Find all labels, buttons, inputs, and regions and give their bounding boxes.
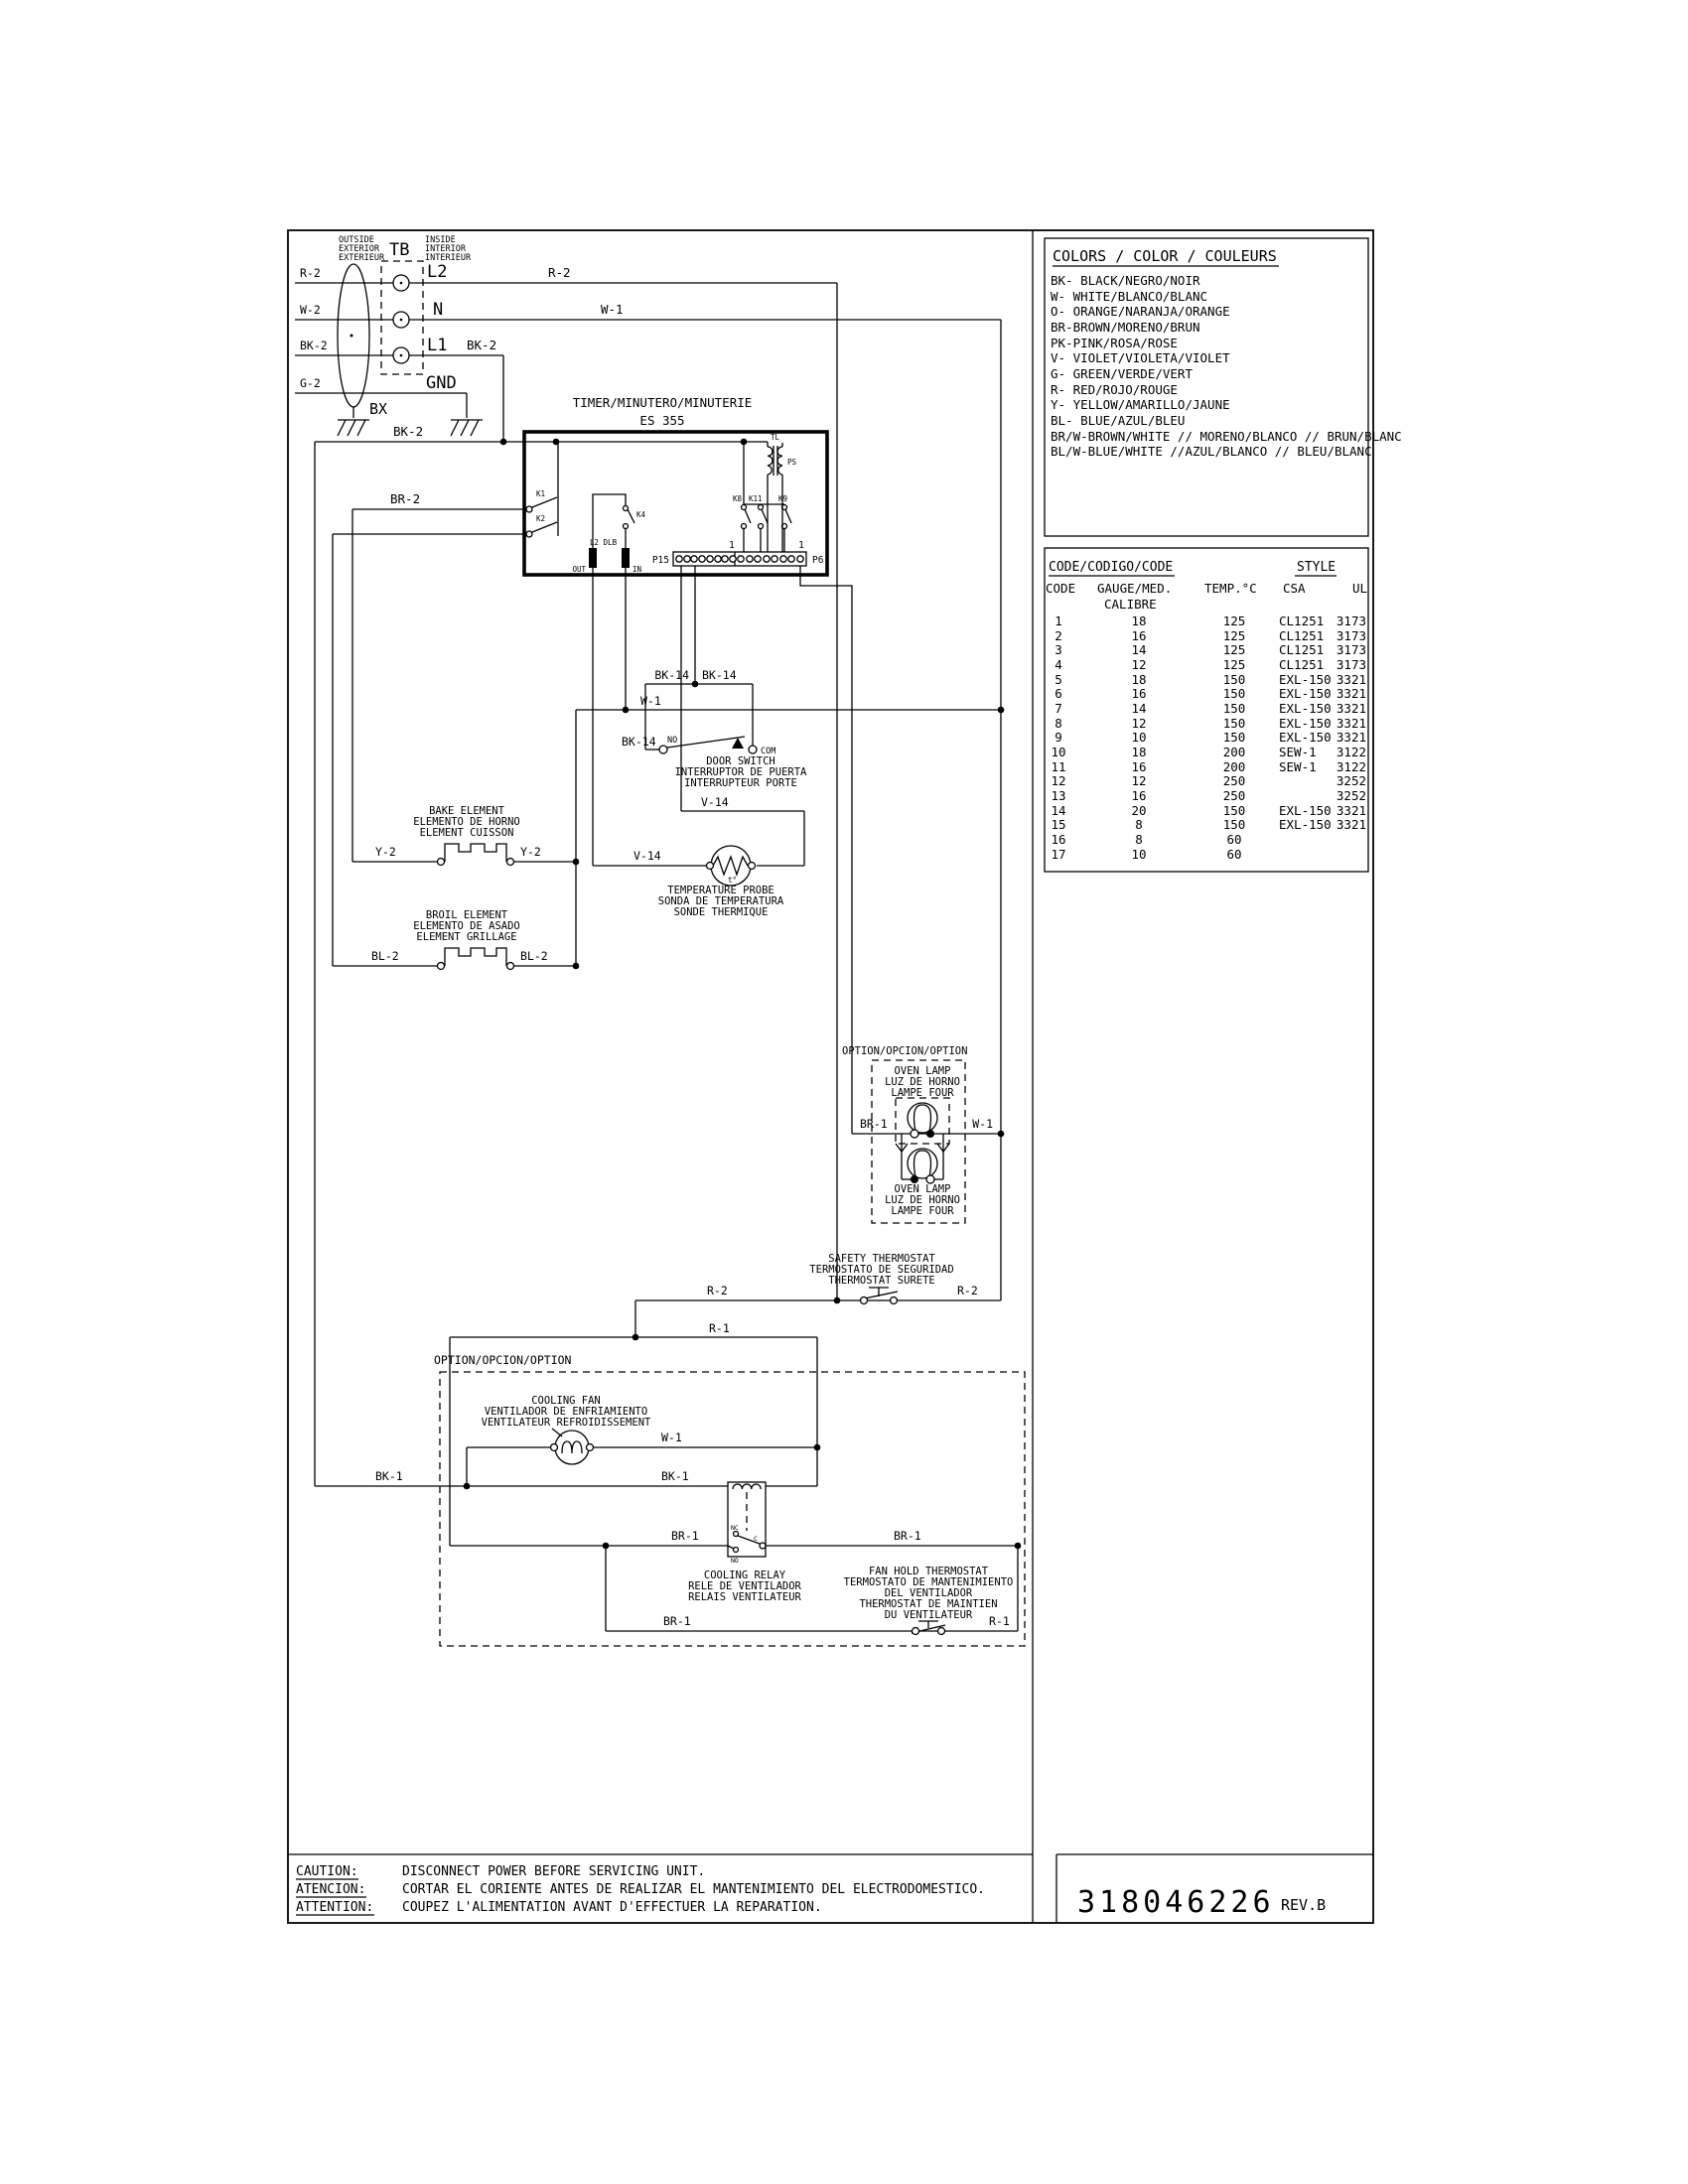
color-item: BR/W-BROWN/WHITE // MORENO/BLANCO // BRUN/BLANC (1051, 429, 1402, 444)
cell: CL1251 (1279, 628, 1325, 643)
cell: 150 (1222, 730, 1246, 745)
temp-probe-label: TEMPERATURE PROBE (667, 885, 774, 896)
style-heading: STYLE (1297, 560, 1336, 575)
col-header-csa: CSA (1283, 581, 1306, 596)
oven-lamp-label: LAMPE FOUR (891, 1205, 954, 1217)
cell: 14 (1131, 701, 1147, 716)
cell: 3173 (1336, 657, 1366, 672)
cell: 125 (1222, 642, 1246, 657)
cell: 9 (1055, 730, 1062, 745)
color-item: BR-BROWN/MORENO/BRUN (1051, 320, 1200, 335)
cell: 3321 (1336, 730, 1366, 745)
bx-label: BX (369, 400, 388, 418)
k1-label: K1 (536, 489, 546, 498)
safety-thermostat-label: SAFETY THERMOSTAT (828, 1253, 935, 1265)
temp-probe-label: SONDA DE TEMPERATURA (657, 895, 784, 907)
relay-k1 (352, 489, 557, 512)
wire-label-bk14: BK-14 (654, 668, 689, 682)
cell: EXL-150 (1279, 803, 1332, 818)
wire-label-bk1: BK-1 (375, 1469, 403, 1483)
color-item: BL/W-BLUE/WHITE //AZUL/BLANCO // BLEU/BLANC (1051, 444, 1372, 459)
broil-element-label: ELEMENT GRILLAGE (416, 931, 517, 943)
tb-inside-label: INSIDE (425, 235, 456, 245)
wire-label-y2: Y-2 (520, 845, 541, 859)
col-header-code: CODE (1046, 581, 1076, 596)
attention-label: ATTENTION: (296, 1900, 374, 1915)
title-block (1077, 1885, 1326, 1920)
terminal-n (393, 312, 409, 328)
cell: 250 (1222, 788, 1246, 803)
cell: CL1251 (1279, 614, 1325, 628)
cell: 13 (1051, 788, 1066, 803)
broil-element (333, 534, 579, 970)
switch-hinge-icon (732, 738, 744, 749)
atencion-label: ATENCION: (296, 1882, 366, 1897)
timer-model: ES 355 (639, 413, 685, 428)
color-item: Y- YELLOW/AMARILLO/JAUNE (1051, 397, 1230, 412)
wire-label-br2: BR-2 (390, 491, 421, 506)
door-switch-label: INTERRUPTOR DE PUERTA (674, 766, 807, 778)
fuse-out (589, 548, 597, 568)
wire-label-r2: R-2 (548, 265, 571, 280)
caution-label: CAUTION: (296, 1864, 358, 1879)
cell: 3122 (1336, 759, 1366, 774)
bake-element-label: ELEMENTO DE HORNO (413, 816, 520, 828)
l1-label: L1 (427, 336, 448, 355)
out-label: OUT (572, 565, 586, 574)
color-item: W- WHITE/BLANCO/BLANC (1051, 289, 1208, 304)
wire-label-r2: R-2 (707, 1284, 728, 1297)
cell: 15 (1051, 817, 1066, 832)
cooling-fan-label: VENTILADOR DE ENFRIAMIENTO (484, 1406, 648, 1418)
cooling-relay-label: RELAIS VENTILATEUR (688, 1591, 801, 1603)
cell: 3122 (1336, 745, 1366, 759)
safety-thermostat-label: THERMOSTAT SURETE (828, 1275, 935, 1287)
cell: 3173 (1336, 628, 1366, 643)
coil-icon (733, 1484, 761, 1489)
cell: 3173 (1336, 614, 1366, 628)
wire-label-v14: V-14 (633, 849, 661, 863)
wire-label-bk14: BK-14 (622, 735, 656, 749)
cell: 14 (1051, 803, 1066, 818)
cell: 11 (1051, 759, 1066, 774)
door-switch-label: DOOR SWITCH (706, 755, 775, 767)
k2-label: K2 (536, 514, 546, 523)
cell: SEW-1 (1279, 759, 1317, 774)
conduit-ellipse (338, 264, 369, 407)
wire-label-br1: BR-1 (671, 1529, 699, 1543)
cell: 7 (1055, 701, 1062, 716)
cell: 150 (1222, 817, 1246, 832)
color-item: R- RED/ROJO/ROUGE (1051, 382, 1178, 397)
cell: 1 (1055, 614, 1062, 628)
fan-hold-thermostat-label: FAN HOLD THERMOSTAT (868, 1566, 989, 1577)
atencion-text: CORTAR EL CORIENTE ANTES DE REALIZAR EL MANTENIMIENTO DEL ELECTRODOMESTICO. (402, 1882, 985, 1897)
oven-lamp-label: LUZ DE HORNO (885, 1194, 960, 1206)
tb-inside-label: INTERIOR (425, 244, 466, 254)
drawing-frame (288, 230, 1373, 1923)
cell: 150 (1222, 672, 1246, 687)
wire-label-w1: W-1 (972, 1117, 993, 1131)
oven-lamp-label: LUZ DE HORNO (885, 1076, 960, 1088)
fan-hold-thermostat-label: DEL VENTILADOR (884, 1587, 973, 1599)
caution-text: DISCONNECT POWER BEFORE SERVICING UNIT. (402, 1864, 706, 1879)
pin1-label: 1 (729, 540, 735, 551)
col-header-calibre: CALIBRE (1104, 597, 1157, 612)
cell: EXL-150 (1279, 730, 1332, 745)
cell: CL1251 (1279, 657, 1325, 672)
cell: 16 (1131, 788, 1147, 803)
cell: 16 (1131, 686, 1147, 701)
cell: 8 (1055, 716, 1062, 731)
k8-label: K8 (732, 494, 742, 503)
wire-label-r1: R-1 (709, 1321, 730, 1335)
relay-k9 (778, 494, 791, 552)
cell: 150 (1222, 716, 1246, 731)
cell: 3173 (1336, 642, 1366, 657)
cell: 3321 (1336, 716, 1366, 731)
cell: 5 (1055, 672, 1062, 687)
cell: 125 (1222, 628, 1246, 643)
ground-icon (451, 420, 483, 436)
ps-label: PS (787, 458, 797, 467)
thermostat-icon (860, 1288, 898, 1304)
wire-label-br1: BR-1 (860, 1117, 888, 1131)
lamp-icon (908, 1149, 937, 1183)
gnd-label: GND (426, 373, 457, 393)
cell: 125 (1222, 614, 1246, 628)
col-header-ul: UL (1352, 581, 1368, 596)
cell: 60 (1226, 832, 1242, 847)
cooling-option (315, 1353, 1025, 1646)
col-header-temp: TEMP.°C (1204, 581, 1257, 596)
fan-hold-thermostat-label: THERMOSTAT DE MAINTIEN (859, 1598, 998, 1610)
wire-label-r2: R-2 (300, 266, 321, 280)
cell: 12 (1051, 773, 1066, 788)
part-number: 318046226 (1077, 1885, 1275, 1920)
cell: 200 (1222, 759, 1246, 774)
wire-label-w1: W-1 (640, 694, 661, 708)
thermostat-icon (912, 1621, 945, 1635)
cell: 3321 (1336, 817, 1366, 832)
wire-label-bk2: BK-2 (393, 424, 424, 439)
color-item: G- GREEN/VERDE/VERT (1051, 366, 1193, 381)
revision: REV.B (1281, 1896, 1327, 1914)
bake-element-label: ELEMENT CUISSON (419, 827, 514, 839)
color-item: PK-PINK/ROSA/ROSE (1051, 336, 1178, 350)
bake-element (352, 509, 579, 866)
wire-label-g2: G-2 (300, 376, 321, 390)
oven-lamps (842, 1045, 1004, 1223)
oven-lamp-label: OVEN LAMP (894, 1183, 951, 1195)
col-header-gauge: GAUGE/MED. (1097, 581, 1173, 596)
cell: 8 (1135, 817, 1143, 832)
nc-label: NC (731, 1524, 739, 1532)
k11-label: K11 (749, 494, 763, 503)
broil-element-label: BROIL ELEMENT (425, 909, 508, 921)
motor-icon (551, 1431, 594, 1464)
cooling-relay (688, 1482, 817, 1603)
cell: 10 (1131, 847, 1147, 862)
cell: 12 (1131, 657, 1147, 672)
cell: EXL-150 (1279, 686, 1332, 701)
relay-k11 (749, 494, 768, 552)
tb-label: TB (389, 240, 410, 260)
cell: 4 (1055, 657, 1062, 672)
cell: EXL-150 (1279, 701, 1332, 716)
cell: 3321 (1336, 803, 1366, 818)
wire-label-w2: W-2 (300, 303, 321, 317)
ground-icon (338, 420, 369, 436)
c-label: C (754, 1535, 758, 1543)
cooling-fan-label: COOLING FAN (531, 1395, 601, 1407)
fan-hold-thermostat-label: TERMOSTATO DE MANTENIMIENTO (843, 1576, 1014, 1588)
temp-probe-label: SONDE THERMIQUE (673, 906, 769, 918)
colors-legend (1051, 247, 1402, 459)
cell: 3321 (1336, 672, 1366, 687)
tb-outside-label: EXTERIEUR (339, 253, 385, 263)
cell: 200 (1222, 745, 1246, 759)
code-table-title: CODE/CODIGO/CODE (1049, 560, 1174, 575)
door-switch (622, 668, 807, 789)
oven-lamp-label: LAMPE FOUR (891, 1087, 954, 1099)
cell: 3321 (1336, 686, 1366, 701)
wire-label-bk2: BK-2 (300, 339, 328, 352)
p6-label: P6 (812, 555, 824, 566)
color-item: O- ORANGE/NARANJA/ORANGE (1051, 304, 1230, 319)
heating-element-icon (445, 948, 506, 966)
cell: 12 (1131, 773, 1147, 788)
cell: 150 (1222, 686, 1246, 701)
cell: 10 (1051, 745, 1066, 759)
pin1-label: 1 (798, 540, 804, 551)
fan-hold-thermostat (844, 1566, 1014, 1635)
cooling-relay-label: COOLING RELAY (703, 1570, 786, 1581)
wire-label-r1: R-1 (989, 1614, 1010, 1628)
k9-label: K9 (778, 494, 788, 503)
l2-dlb-label: L2 DLB (590, 538, 618, 547)
cell: CL1251 (1279, 642, 1325, 657)
color-item: V- VIOLET/VIOLETA/VIOLET (1051, 350, 1230, 365)
cell: 16 (1131, 759, 1147, 774)
fan-hold-thermostat-label: DU VENTILATEUR (884, 1609, 973, 1621)
wire-label-y2: Y-2 (375, 845, 396, 859)
code-table (1046, 560, 1367, 862)
bake-element-label: BAKE ELEMENT (429, 805, 504, 817)
cell: 150 (1222, 803, 1246, 818)
no-label: NO (731, 1557, 739, 1565)
cell: 18 (1131, 745, 1147, 759)
wire-label-v14: V-14 (701, 795, 729, 809)
wire-label-w1: W-1 (661, 1431, 682, 1444)
cell: 10 (1131, 730, 1147, 745)
cell: 6 (1055, 686, 1062, 701)
wire-label-br1: BR-1 (894, 1529, 921, 1543)
in-label: IN (633, 565, 642, 574)
cell: 2 (1055, 628, 1062, 643)
tl-label: TL (771, 433, 780, 442)
tb-inside-label: INTERIEUR (425, 253, 472, 263)
safety-thermostat (635, 1253, 1001, 1337)
cell: 150 (1222, 701, 1246, 716)
option-label: OPTION/OPCION/OPTION (434, 1353, 572, 1367)
tb-outside-label: EXTERIOR (339, 244, 379, 254)
timer-title: TIMER/MINUTERO/MINUTERIE (572, 395, 753, 410)
cell: 60 (1226, 847, 1242, 862)
cell: 3321 (1336, 701, 1366, 716)
wire-label-bl2: BL-2 (371, 949, 399, 963)
attention-text: COUPEZ L'ALIMENTATION AVANT D'EFFECTUER LA REPARATION. (402, 1900, 822, 1915)
color-item: BK- BLACK/NEGRO/NOIR (1051, 273, 1200, 288)
cell: SEW-1 (1279, 745, 1317, 759)
oven-lamp-label: OVEN LAMP (894, 1065, 951, 1077)
cell: 18 (1131, 614, 1147, 628)
wire-label-br1: BR-1 (663, 1614, 691, 1628)
cell: 125 (1222, 657, 1246, 672)
color-item: BL- BLUE/AZUL/BLEU (1051, 413, 1186, 428)
cell: 18 (1131, 672, 1147, 687)
com-terminal-label: COM (761, 747, 776, 756)
fuse-in (622, 548, 630, 568)
safety-thermostat-label: TERMOSTATO DE SEGURIDAD (809, 1264, 954, 1276)
timer-terminal-strip (652, 540, 824, 566)
cell: EXL-150 (1279, 672, 1332, 687)
cell: 8 (1135, 832, 1143, 847)
cell: 3252 (1336, 773, 1366, 788)
cell: 14 (1131, 642, 1147, 657)
dlb-section (572, 494, 645, 574)
cooling-relay-label: RELE DE VENTILADOR (688, 1580, 801, 1592)
cell: EXL-150 (1279, 716, 1332, 731)
cell: 17 (1051, 847, 1066, 862)
l2-label: L2 (427, 262, 448, 282)
p15-label: P15 (651, 555, 669, 566)
lamp-icon (908, 1103, 937, 1138)
option-label: OPTION/OPCION/OPTION (842, 1045, 968, 1057)
broil-element-label: ELEMENTO DE ASADO (413, 920, 520, 932)
cell: EXL-150 (1279, 817, 1332, 832)
supply-rails (315, 283, 1001, 1486)
cell: 16 (1131, 628, 1147, 643)
wire-label-r2: R-2 (957, 1284, 978, 1297)
wire-label-bk2: BK-2 (467, 338, 497, 352)
door-switch-label: INTERRUPTEUR PORTE (684, 777, 797, 789)
cell: 20 (1131, 803, 1147, 818)
cell: 250 (1222, 773, 1246, 788)
t-degree-label: t° (728, 876, 738, 885)
wire-label-bl2: BL-2 (520, 949, 548, 963)
cooling-fan-label: VENTILATEUR REFROIDISSEMENT (481, 1417, 651, 1429)
terminal-l2 (393, 275, 409, 291)
terminal-l1 (393, 347, 409, 363)
transformer-icon (768, 433, 797, 552)
temperature-probe (593, 795, 804, 918)
cell: 12 (1131, 716, 1147, 731)
tb-outside-label: OUTSIDE (339, 235, 374, 245)
colors-legend-title: COLORS / COLOR / COULEURS (1053, 247, 1277, 265)
cell: 16 (1051, 832, 1066, 847)
caution-block (296, 1864, 985, 1915)
n-label: N (433, 300, 444, 320)
wire-label-bk14: BK-14 (702, 668, 737, 682)
wire-label-w1: W-1 (601, 302, 624, 317)
code-table-rows (1051, 614, 1366, 862)
cell: 3252 (1336, 788, 1366, 803)
cell: 3 (1055, 642, 1062, 657)
no-terminal-label: NO (667, 736, 678, 746)
k4-label: K4 (636, 510, 646, 519)
cooling-fan (467, 1395, 820, 1486)
heating-element-icon (445, 844, 506, 862)
wire-label-bk1: BK-1 (661, 1469, 689, 1483)
